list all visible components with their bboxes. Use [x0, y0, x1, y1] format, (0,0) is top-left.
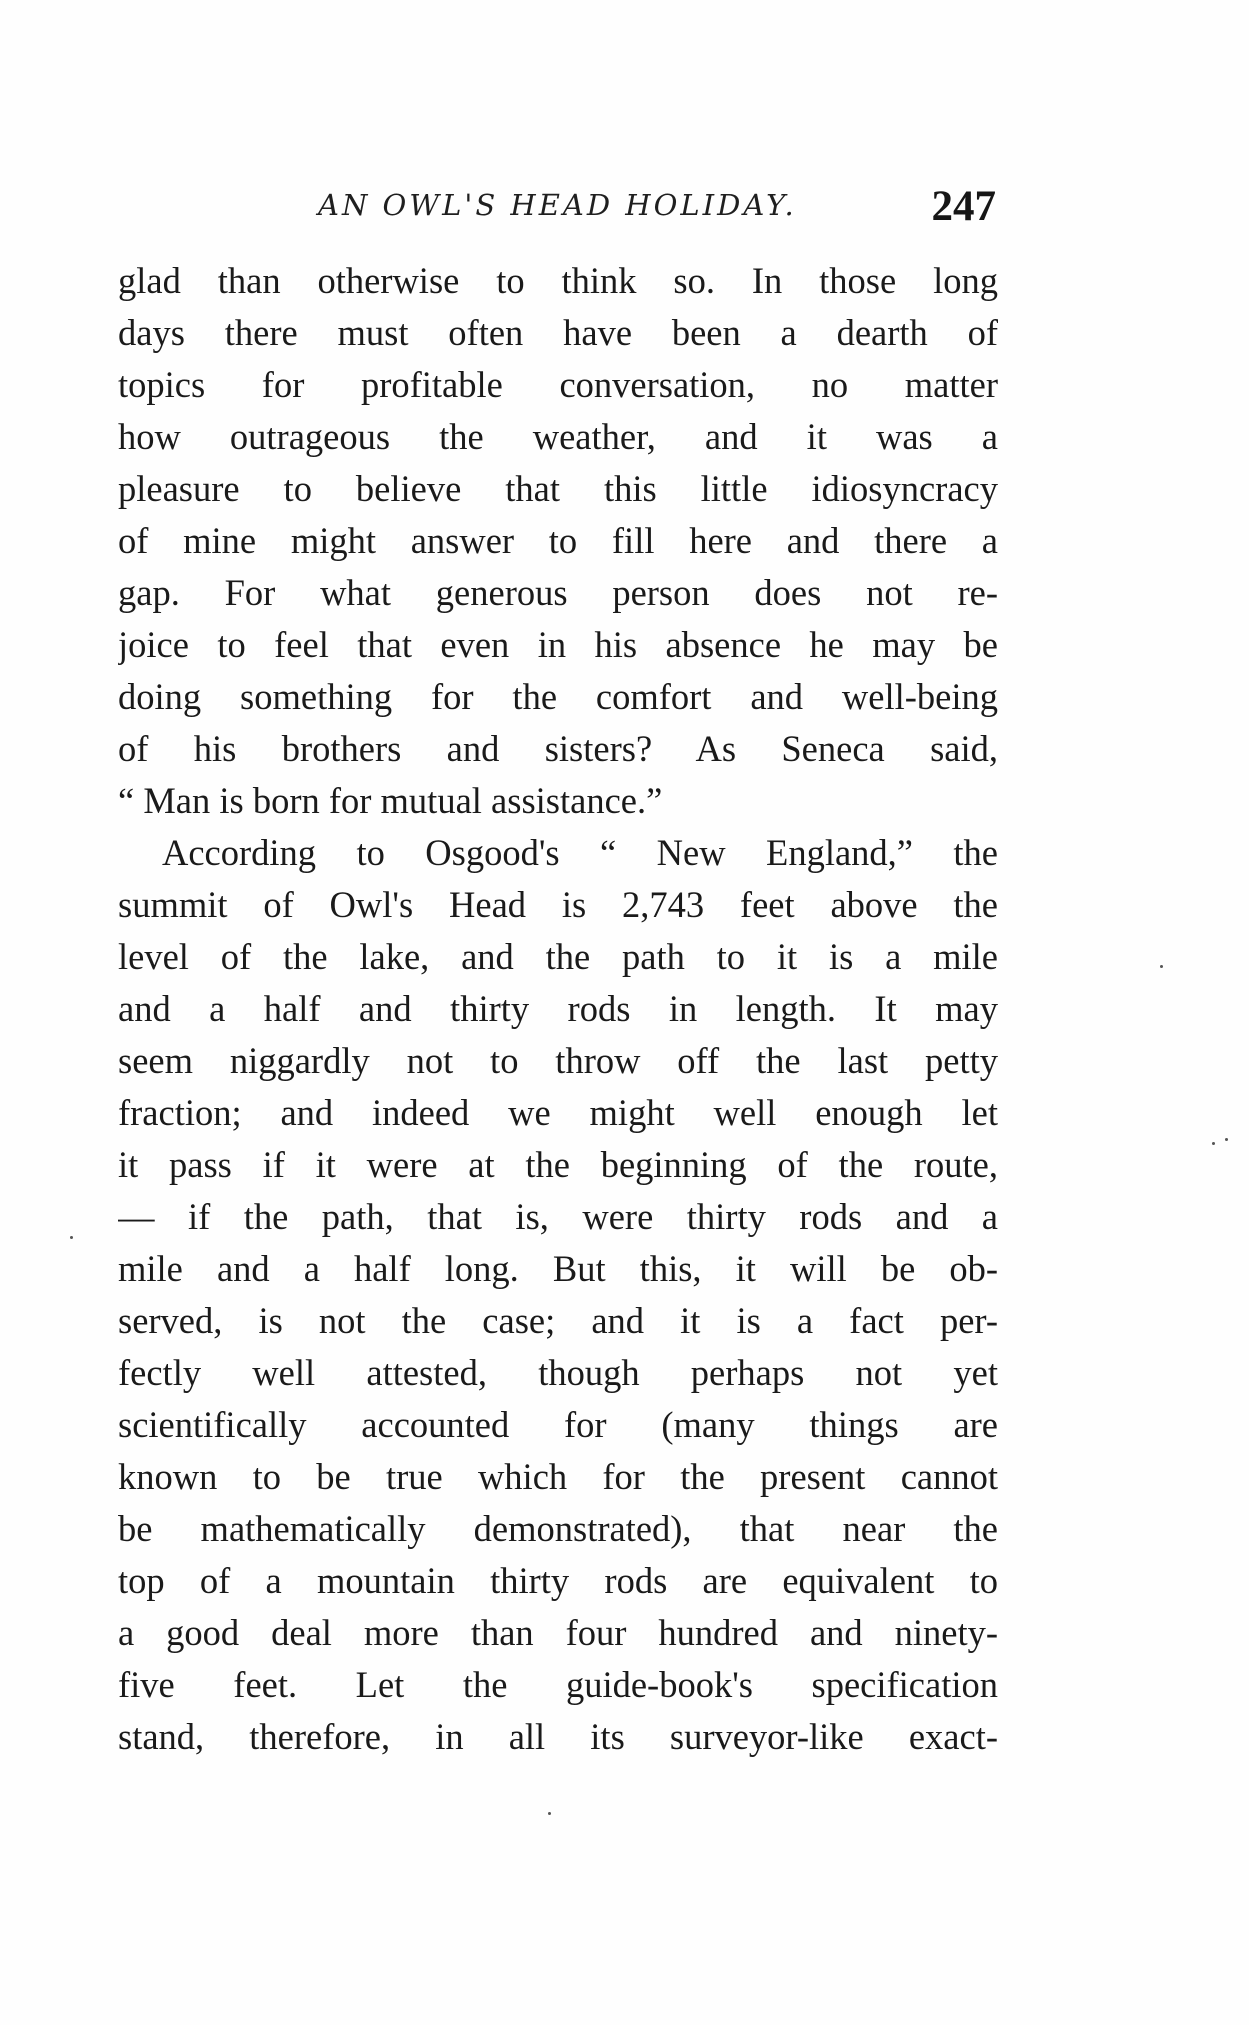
text-line: — if the path, that is, were thirty rods and a [118, 1196, 998, 1237]
body-text [118, 255, 998, 1763]
text-line: be mathematically demonstrated), that near the [118, 1508, 998, 1549]
text-line: doing something for the comfort and well-being [118, 676, 998, 717]
text-line: topics for profitable conversation, no matter [118, 364, 998, 405]
text-line: and a half and thirty rods in length. It may [118, 988, 998, 1029]
text-line: “ Man is born for mutual assistance.” [118, 780, 663, 821]
text-line: level of the lake, and the path to it is a mile [118, 936, 998, 977]
text-line: how outrageous the weather, and it was a [118, 416, 998, 457]
text-line: glad than otherwise to think so. In those long [118, 260, 998, 301]
print-speck [70, 1236, 73, 1239]
text-line: pleasure to believe that this little idiosyncracy [118, 468, 998, 509]
print-speck [1160, 965, 1163, 968]
text-line: fectly well attested, though perhaps not yet [118, 1352, 998, 1393]
print-speck [548, 1812, 551, 1815]
text-line: known to be true which for the present cannot [118, 1456, 998, 1497]
text-line: a good deal more than four hundred and ninety- [118, 1612, 998, 1653]
text-line: gap. For what generous person does not re- [118, 572, 998, 613]
text-line: joice to feel that even in his absence he may be [118, 624, 998, 665]
text-line: it pass if it were at the beginning of the route, [118, 1144, 998, 1185]
print-speck [1212, 1142, 1215, 1145]
text-line: of mine might answer to fill here and there a [118, 520, 998, 561]
running-title: AN OWL'S HEAD HOLIDAY. [318, 188, 797, 222]
text-line: According to Osgood's “ New England,” the [162, 832, 998, 873]
text-line: scientifically accounted for (many things are [118, 1404, 998, 1445]
text-line: five feet. Let the guide-book's specification [118, 1664, 998, 1705]
text-line: of his brothers and sisters? As Seneca said, [118, 728, 998, 769]
text-line: top of a mountain thirty rods are equivalent to [118, 1560, 998, 1601]
text-line: stand, therefore, in all its surveyor-like exact- [118, 1716, 998, 1757]
page-number: 247 [931, 183, 996, 230]
text-line: summit of Owl's Head is 2,743 feet above the [118, 884, 998, 925]
text-line: fraction; and indeed we might well enough let [118, 1092, 998, 1133]
text-line: served, is not the case; and it is a fact per- [118, 1300, 998, 1341]
text-line: days there must often have been a dearth of [118, 312, 998, 353]
text-line: mile and a half long. But this, it will be ob- [118, 1248, 998, 1289]
text-line: seem niggardly not to throw off the last petty [118, 1040, 998, 1081]
print-speck [1225, 1138, 1228, 1141]
running-head [118, 178, 998, 238]
